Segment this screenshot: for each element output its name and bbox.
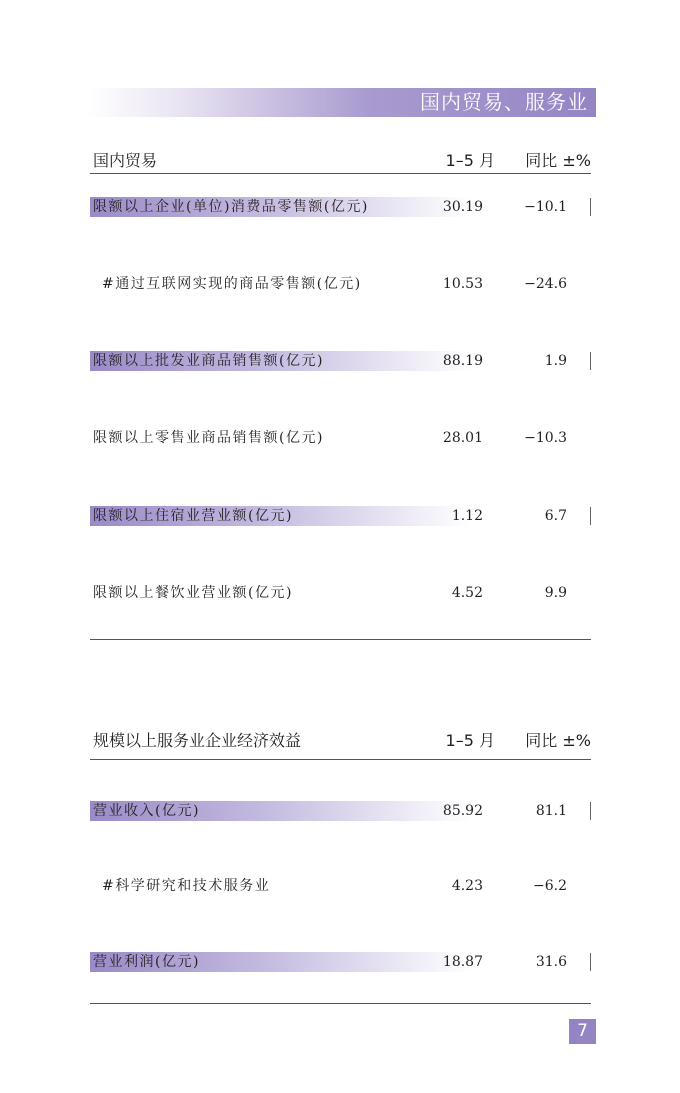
row-change: −10.1 [524, 199, 567, 215]
row-label: 限额以上住宿业营业额(亿元) [93, 508, 293, 524]
row-value: 4.52 [451, 585, 483, 601]
row-change: 9.9 [544, 585, 567, 601]
section1-bottom-rule [90, 639, 591, 640]
section2-col-change: 同比 ±% [525, 731, 591, 750]
row-change: −6.2 [533, 878, 567, 894]
section1-col-change: 同比 ±% [525, 151, 591, 170]
table-row [90, 351, 591, 371]
row-value: 85.92 [442, 803, 483, 819]
row-label: #科学研究和技术服务业 [102, 878, 271, 894]
table-row [90, 876, 591, 896]
table-row [90, 197, 591, 217]
section2-title: 规模以上服务业企业经济效益 [93, 731, 302, 750]
banner-title: 国内贸易、服务业 [420, 90, 588, 114]
row-value: 30.19 [442, 199, 483, 215]
row-change: −10.3 [524, 430, 567, 446]
section1-header-rule [90, 173, 591, 174]
table-row [90, 274, 591, 294]
row-change: 81.1 [535, 803, 567, 819]
row-label: 营业收入(亿元) [93, 803, 200, 819]
table-row [90, 506, 591, 526]
row-value: 18.87 [442, 954, 483, 970]
row-change: 6.7 [544, 508, 567, 524]
row-value: 10.53 [442, 276, 483, 292]
table-row [90, 428, 591, 448]
section2-header [90, 724, 591, 754]
section-banner [88, 88, 596, 117]
page-number: 7 [569, 1019, 596, 1044]
table-row [90, 952, 591, 972]
section1-title: 国内贸易 [93, 151, 158, 170]
row-value: 88.19 [442, 353, 483, 369]
table-row [90, 801, 591, 821]
row-change: 31.6 [535, 954, 567, 970]
row-label: 营业利润(亿元) [93, 954, 200, 970]
row-label: 限额以上零售业商品销售额(亿元) [93, 430, 324, 446]
row-label: 限额以上企业(单位)消费品零售额(亿元) [93, 199, 369, 215]
row-label: 限额以上餐饮业营业额(亿元) [93, 585, 293, 601]
row-label: #通过互联网实现的商品零售额(亿元) [102, 276, 362, 292]
row-value: 28.01 [442, 430, 483, 446]
row-value: 1.12 [451, 508, 483, 524]
section1-col-period: 1–5 月 [445, 151, 495, 170]
section2-col-period: 1–5 月 [445, 731, 495, 750]
section2-header-rule [90, 759, 591, 760]
row-label: 限额以上批发业商品销售额(亿元) [93, 353, 324, 369]
section1-header [90, 144, 591, 174]
row-change: −24.6 [524, 276, 567, 292]
section2-bottom-rule [90, 1003, 591, 1004]
row-change: 1.9 [544, 353, 567, 369]
table-row [90, 583, 591, 603]
row-value: 4.23 [451, 878, 483, 894]
